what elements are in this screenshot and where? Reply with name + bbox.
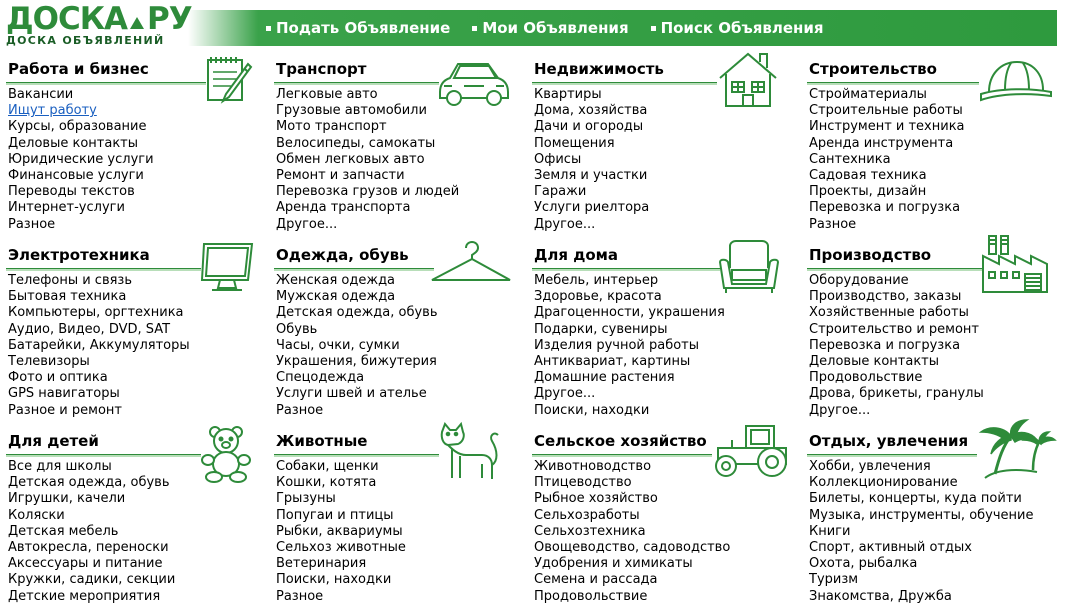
- bullet-icon: [651, 26, 656, 31]
- category-divider: [6, 268, 201, 271]
- list-item[interactable]: Разное: [276, 588, 324, 604]
- list-item[interactable]: Поиски, находки: [276, 572, 392, 588]
- list-item[interactable]: Другое...: [534, 386, 596, 402]
- category-title[interactable]: Недвижимость: [534, 60, 664, 78]
- list-item[interactable]: Хозяйственные работы: [809, 305, 969, 321]
- category-title[interactable]: Работа и бизнес: [8, 60, 149, 78]
- category-divider: [6, 82, 206, 85]
- list-item[interactable]: Часы, очки, сумки: [276, 337, 400, 353]
- list-item-link[interactable]: Ищут работу: [8, 103, 97, 119]
- list-item[interactable]: Помещения: [534, 135, 615, 151]
- list-item[interactable]: GPS навигаторы: [8, 386, 120, 402]
- category-list: [274, 273, 514, 419]
- list-item[interactable]: Интернет-услуги: [8, 200, 125, 216]
- list-item[interactable]: Охота, рыбалка: [809, 556, 918, 572]
- list-item[interactable]: Музыка, инструменты, обучение: [809, 507, 1034, 523]
- list-item[interactable]: Производство, заказы: [809, 289, 962, 305]
- bullet-icon: [266, 26, 271, 31]
- list-item[interactable]: Автокресла, переноски: [8, 540, 169, 556]
- list-item[interactable]: Деловые контакты: [809, 354, 940, 370]
- list-item[interactable]: Бытовая техника: [8, 289, 127, 305]
- list-item[interactable]: Спецодежда: [276, 370, 365, 386]
- category-title[interactable]: Производство: [809, 246, 932, 264]
- list-item[interactable]: Обмен легковых авто: [276, 151, 425, 167]
- category-electronics: [6, 246, 254, 419]
- category-animals: [274, 432, 514, 605]
- list-item[interactable]: Другое...: [534, 216, 596, 232]
- list-item[interactable]: Кружки, садики, секции: [8, 572, 176, 588]
- list-item[interactable]: Домашние растения: [534, 370, 675, 386]
- category-work-business: [6, 60, 254, 233]
- category-divider: [532, 454, 712, 457]
- armchair-icon: [716, 238, 780, 296]
- list-item[interactable]: Семена и рассада: [534, 572, 658, 588]
- category-agriculture: [532, 432, 792, 605]
- logo-text-right: РУ: [147, 1, 192, 37]
- list-item[interactable]: Аудио, Видео, DVD, SAT: [8, 321, 171, 337]
- list-item[interactable]: Стройматериалы: [809, 87, 927, 102]
- list-item[interactable]: Коляски: [8, 507, 65, 523]
- list-item[interactable]: Перевозка и погрузка: [809, 200, 961, 216]
- list-item[interactable]: Квартиры: [534, 87, 602, 102]
- category-leisure: [807, 432, 1067, 605]
- list-item[interactable]: Аренда инструмента: [809, 135, 954, 151]
- list-item[interactable]: Детская мебель: [8, 523, 119, 539]
- list-item[interactable]: Животноводство: [534, 459, 652, 474]
- list-item[interactable]: Драгоценности, украшения: [534, 305, 725, 321]
- list-item[interactable]: Разное и ремонт: [8, 402, 122, 418]
- site-logo[interactable]: [6, 1, 192, 47]
- house-icon: [716, 48, 780, 110]
- list-item[interactable]: Подарки, сувениры: [534, 321, 668, 337]
- category-list: [532, 459, 792, 605]
- list-item[interactable]: Сельхозработы: [534, 507, 640, 523]
- list-item[interactable]: Грузовые автомобили: [276, 103, 427, 119]
- list-item[interactable]: Батарейки, Аккумуляторы: [8, 337, 190, 353]
- category-title[interactable]: Строительство: [809, 60, 937, 78]
- hard-hat-icon: [977, 54, 1055, 108]
- list-item[interactable]: Птицеводство: [534, 475, 632, 491]
- list-item[interactable]: Переводы текстов: [8, 184, 135, 200]
- list-item[interactable]: Игрушки, качели: [8, 491, 126, 507]
- list-item[interactable]: Спорт, активный отдых: [809, 540, 972, 556]
- list-item[interactable]: Фото и оптика: [8, 370, 108, 386]
- tractor-icon: [710, 422, 794, 480]
- list-item[interactable]: Изделия ручной работы: [534, 337, 700, 353]
- list-item[interactable]: Оборудование: [809, 273, 909, 288]
- list-item[interactable]: Мебель, интерьер: [534, 273, 659, 288]
- category-divider: [807, 454, 977, 457]
- list-item[interactable]: Ветеринария: [276, 556, 367, 572]
- hanger-icon: [428, 240, 514, 290]
- list-item[interactable]: Юридические услуги: [8, 151, 154, 167]
- list-item[interactable]: Поиски, находки: [534, 402, 650, 418]
- category-divider: [807, 82, 979, 85]
- list-item[interactable]: Знакомства, Дружба: [809, 588, 952, 604]
- list-item[interactable]: Собаки, щенки: [276, 459, 379, 474]
- logo-wordmark: [6, 1, 192, 37]
- category-divider: [532, 82, 717, 85]
- list-item[interactable]: Украшения, бижутерия: [276, 354, 437, 370]
- category-divider: [532, 268, 720, 271]
- site-header: [0, 0, 1080, 48]
- list-item[interactable]: Все для школы: [8, 459, 112, 474]
- list-item[interactable]: Другое...: [276, 216, 338, 232]
- list-item[interactable]: Услуги швей и ателье: [276, 386, 427, 402]
- list-item[interactable]: Перевозка и погрузка: [809, 337, 961, 353]
- list-item[interactable]: Садовая техника: [809, 168, 927, 184]
- list-item[interactable]: Овощеводство, садоводство: [534, 540, 731, 556]
- list-item[interactable]: Продовольствие: [809, 370, 923, 386]
- palm-island-icon: [975, 418, 1059, 484]
- list-item[interactable]: Разное: [8, 216, 56, 232]
- list-item[interactable]: Туризм: [809, 572, 859, 588]
- list-item[interactable]: Финансовые услуги: [8, 168, 144, 184]
- category-clothing: [274, 246, 514, 419]
- list-item[interactable]: Кошки, котята: [276, 475, 377, 491]
- list-item[interactable]: Гаражи: [534, 184, 587, 200]
- list-item[interactable]: Легковые авто: [276, 87, 378, 102]
- nav-post-ad-link[interactable]: [266, 19, 450, 37]
- list-item[interactable]: Женская одежда: [276, 273, 396, 288]
- list-item[interactable]: Телевизоры: [8, 354, 90, 370]
- logo-triangle-icon: [130, 17, 144, 29]
- category-divider: [274, 268, 434, 271]
- list-item[interactable]: Земля и участки: [534, 168, 648, 184]
- list-item[interactable]: Коллекционирование: [809, 475, 958, 491]
- list-item[interactable]: Перевозка грузов и людей: [276, 184, 460, 200]
- category-title[interactable]: Электротехника: [8, 246, 150, 264]
- list-item[interactable]: Офисы: [534, 151, 582, 167]
- list-item[interactable]: Дома, хозяйства: [534, 103, 648, 119]
- nav-my-ads-link[interactable]: [472, 19, 628, 37]
- category-kids: [6, 432, 254, 605]
- category-construction: [807, 60, 1067, 233]
- list-item[interactable]: Книги: [809, 523, 851, 539]
- list-item[interactable]: Хобби, увлечения: [809, 459, 931, 474]
- nav-label: Поиск Объявления: [660, 19, 824, 37]
- list-item[interactable]: Детские мероприятия: [8, 588, 161, 604]
- nav-label: Мои Объявления: [482, 19, 629, 37]
- list-item[interactable]: Курсы, образование: [8, 119, 147, 135]
- list-item[interactable]: Мужская одежда: [276, 289, 396, 305]
- list-item[interactable]: Сельхозтехника: [534, 523, 646, 539]
- list-item[interactable]: Разное: [276, 402, 324, 418]
- list-item[interactable]: Инструмент и техника: [809, 119, 965, 135]
- category-title[interactable]: Отдых, увлечения: [809, 432, 969, 450]
- list-item[interactable]: Детская одежда, обувь: [8, 475, 170, 491]
- list-item[interactable]: Рыбное хозяйство: [534, 491, 658, 507]
- list-item[interactable]: Деловые контакты: [8, 135, 139, 151]
- list-item[interactable]: Дачи и огороды: [534, 119, 644, 135]
- category-title[interactable]: Животные: [276, 432, 368, 450]
- car-icon: [434, 56, 512, 110]
- category-title[interactable]: Одежда, обувь: [276, 246, 409, 264]
- list-item[interactable]: Здоровье, красота: [534, 289, 662, 305]
- list-item[interactable]: Мото транспорт: [276, 119, 387, 135]
- category-production: [807, 246, 1067, 419]
- nav-search-ads-link[interactable]: [651, 19, 824, 37]
- category-title[interactable]: Для дома: [534, 246, 619, 264]
- list-item[interactable]: Обувь: [276, 321, 318, 337]
- list-item[interactable]: Удобрения и химикаты: [534, 556, 693, 572]
- list-item[interactable]: Ремонт и запчасти: [276, 168, 405, 184]
- monitor-icon: [196, 240, 256, 296]
- list-item[interactable]: Телефоны и связь: [8, 273, 132, 288]
- category-divider: [6, 454, 201, 457]
- category-divider: [274, 82, 439, 85]
- list-item[interactable]: Попугаи и птицы: [276, 507, 394, 523]
- nav-label: Подать Объявление: [276, 19, 451, 37]
- list-item[interactable]: Билеты, концерты, куда пойти: [809, 491, 1022, 507]
- list-item[interactable]: Услуги риелтора: [534, 200, 650, 216]
- teddy-bear-icon: [198, 424, 254, 484]
- list-item[interactable]: Рыбки, аквариумы: [276, 523, 403, 539]
- list-item[interactable]: Аксессуары и питание: [8, 556, 163, 572]
- category-title[interactable]: Для детей: [8, 432, 99, 450]
- list-item[interactable]: Велосипеды, самокаты: [276, 135, 436, 151]
- logo-text-left: ДОСКА: [6, 1, 128, 37]
- notepad-pencil-icon: [204, 54, 254, 106]
- category-title[interactable]: Сельское хозяйство: [534, 432, 707, 450]
- list-item[interactable]: Компьютеры, оргтехника: [8, 305, 184, 321]
- category-real-estate: [532, 60, 792, 233]
- list-item[interactable]: Строительные работы: [809, 103, 963, 119]
- category-transport: [274, 60, 514, 233]
- category-list: [807, 87, 1067, 233]
- list-item[interactable]: Антиквариат, картины: [534, 354, 691, 370]
- list-item[interactable]: Аренда транспорта: [276, 200, 411, 216]
- logo-tagline: ДОСКА ОБЪЯВЛЕНИЙ: [6, 34, 165, 47]
- list-item[interactable]: Вакансии: [8, 87, 74, 102]
- list-item[interactable]: Дрова, брикеты, гранулы: [809, 386, 984, 402]
- factory-icon: [981, 234, 1053, 296]
- category-title[interactable]: Транспорт: [276, 60, 367, 78]
- list-item[interactable]: Детская одежда, обувь: [276, 305, 438, 321]
- list-item[interactable]: Грызуны: [276, 491, 336, 507]
- list-item[interactable]: Другое...: [809, 402, 871, 418]
- category-divider: [807, 268, 983, 271]
- list-item[interactable]: Сантехника: [809, 151, 891, 167]
- category-list: [6, 87, 254, 233]
- list-item[interactable]: Проекты, дизайн: [809, 184, 927, 200]
- list-item[interactable]: Разное: [809, 216, 857, 232]
- list-item[interactable]: Строительство и ремонт: [809, 321, 979, 337]
- category-divider: [274, 454, 439, 457]
- bullet-icon: [472, 26, 477, 31]
- top-nav-bar: [188, 10, 1057, 46]
- list-item[interactable]: Продовольствие: [534, 588, 648, 604]
- cat-icon: [436, 422, 502, 484]
- list-item[interactable]: Сельхоз животные: [276, 540, 406, 556]
- category-home: [532, 246, 792, 419]
